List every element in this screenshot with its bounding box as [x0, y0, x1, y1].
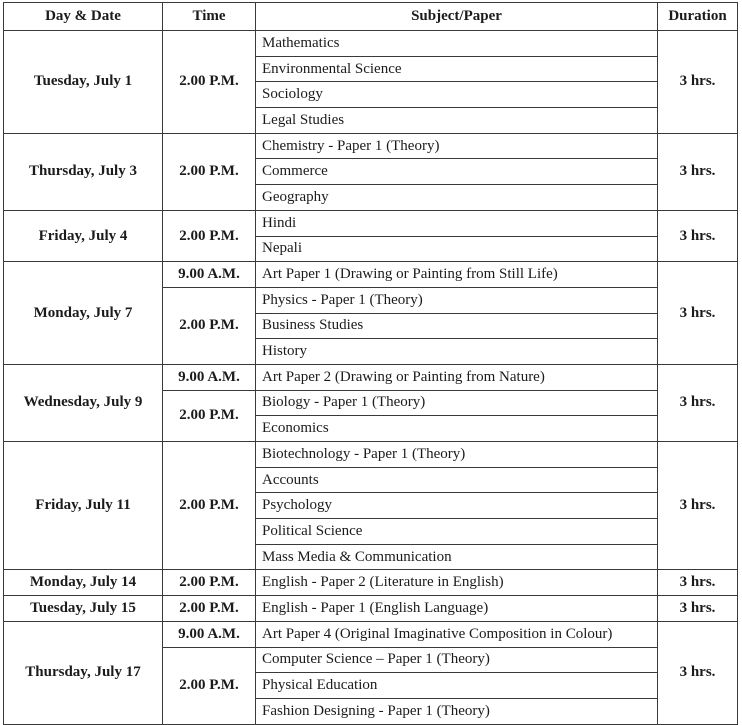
- subject-paper-cell: Physics - Paper 1 (Theory): [256, 287, 658, 313]
- subject-paper-cell: English - Paper 2 (Literature in English): [256, 570, 658, 596]
- time-cell: 2.00 P.M.: [163, 390, 256, 441]
- table-row: [4, 262, 738, 288]
- time-cell: 2.00 P.M.: [163, 210, 256, 261]
- time-cell: 9.00 A.M.: [163, 262, 256, 288]
- exam-schedule-table: [3, 2, 738, 725]
- table-row: [4, 364, 738, 390]
- table-row: [4, 596, 738, 622]
- schedule-body: [4, 31, 738, 725]
- time-cell: 9.00 A.M.: [163, 621, 256, 647]
- subject-paper-cell: Computer Science – Paper 1 (Theory): [256, 647, 658, 673]
- duration-cell: 3 hrs.: [658, 262, 738, 365]
- subject-paper-cell: Commerce: [256, 159, 658, 185]
- time-cell: 2.00 P.M.: [163, 287, 256, 364]
- subject-paper-cell: Biology - Paper 1 (Theory): [256, 390, 658, 416]
- subject-paper-cell: Art Paper 2 (Drawing or Painting from Nature): [256, 364, 658, 390]
- header-duration: Duration: [658, 3, 738, 31]
- subject-paper-cell: Geography: [256, 185, 658, 211]
- subject-paper-cell: History: [256, 339, 658, 365]
- subject-paper-cell: Fashion Designing - Paper 1 (Theory): [256, 698, 658, 724]
- table-row: [4, 133, 738, 159]
- subject-paper-cell: English - Paper 1 (English Language): [256, 596, 658, 622]
- subject-paper-cell: Environmental Science: [256, 56, 658, 82]
- table-row: [4, 570, 738, 596]
- subject-paper-cell: Physical Education: [256, 673, 658, 699]
- subject-paper-cell: Accounts: [256, 467, 658, 493]
- duration-cell: 3 hrs.: [658, 596, 738, 622]
- subject-paper-cell: Art Paper 4 (Original Imaginative Composition in Colour): [256, 621, 658, 647]
- header-subject-paper: Subject/Paper: [256, 3, 658, 31]
- subject-paper-cell: Chemistry - Paper 1 (Theory): [256, 133, 658, 159]
- subject-paper-cell: Sociology: [256, 82, 658, 108]
- header-time: Time: [163, 3, 256, 31]
- day-date-cell: Thursday, July 3: [4, 133, 163, 210]
- subject-paper-cell: Mass Media & Communication: [256, 544, 658, 570]
- header-day-date: Day & Date: [4, 3, 163, 31]
- time-cell: 2.00 P.M.: [163, 596, 256, 622]
- duration-cell: 3 hrs.: [658, 621, 738, 724]
- subject-paper-cell: Political Science: [256, 519, 658, 545]
- day-date-cell: Thursday, July 17: [4, 621, 163, 724]
- day-date-cell: Friday, July 11: [4, 442, 163, 570]
- day-date-cell: Monday, July 14: [4, 570, 163, 596]
- duration-cell: 3 hrs.: [658, 133, 738, 210]
- table-row: [4, 210, 738, 236]
- time-cell: 2.00 P.M.: [163, 442, 256, 570]
- table-row: [4, 31, 738, 57]
- duration-cell: 3 hrs.: [658, 442, 738, 570]
- day-date-cell: Tuesday, July 1: [4, 31, 163, 134]
- duration-cell: 3 hrs.: [658, 364, 738, 441]
- time-cell: 9.00 A.M.: [163, 364, 256, 390]
- duration-cell: 3 hrs.: [658, 210, 738, 261]
- subject-paper-cell: Biotechnology - Paper 1 (Theory): [256, 442, 658, 468]
- day-date-cell: Tuesday, July 15: [4, 596, 163, 622]
- subject-paper-cell: Mathematics: [256, 31, 658, 57]
- subject-paper-cell: Hindi: [256, 210, 658, 236]
- duration-cell: 3 hrs.: [658, 570, 738, 596]
- subject-paper-cell: Nepali: [256, 236, 658, 262]
- subject-paper-cell: Psychology: [256, 493, 658, 519]
- subject-paper-cell: Art Paper 1 (Drawing or Painting from Still Life): [256, 262, 658, 288]
- day-date-cell: Friday, July 4: [4, 210, 163, 261]
- day-date-cell: Monday, July 7: [4, 262, 163, 365]
- table-row: [4, 442, 738, 468]
- time-cell: 2.00 P.M.: [163, 133, 256, 210]
- time-cell: 2.00 P.M.: [163, 570, 256, 596]
- subject-paper-cell: Economics: [256, 416, 658, 442]
- table-row: [4, 621, 738, 647]
- subject-paper-cell: Business Studies: [256, 313, 658, 339]
- day-date-cell: Wednesday, July 9: [4, 364, 163, 441]
- time-cell: 2.00 P.M.: [163, 647, 256, 724]
- subject-paper-cell: Legal Studies: [256, 108, 658, 134]
- time-cell: 2.00 P.M.: [163, 31, 256, 134]
- header-row: [4, 3, 738, 31]
- duration-cell: 3 hrs.: [658, 31, 738, 134]
